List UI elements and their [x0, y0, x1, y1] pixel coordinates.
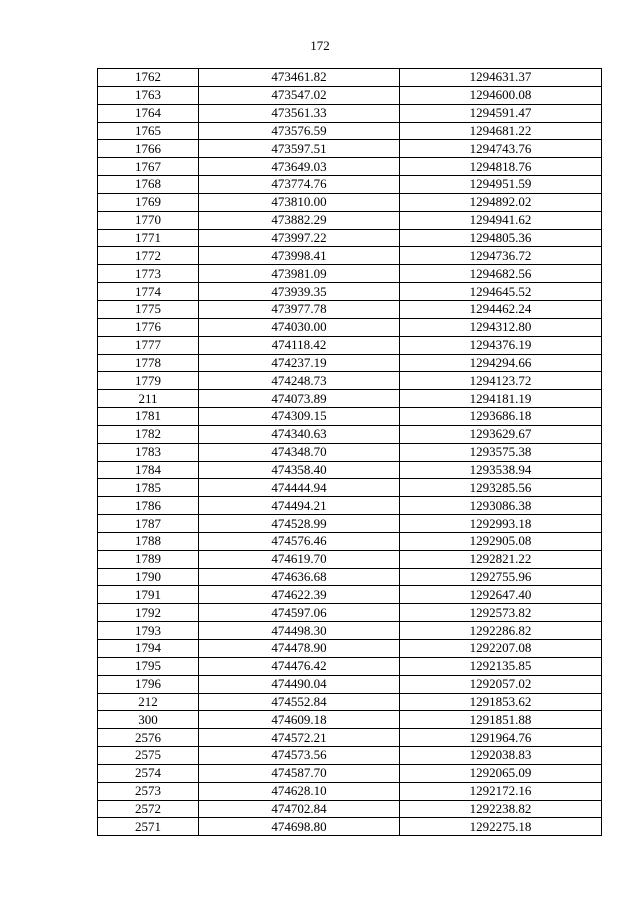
- y-coordinate-cell: 1292993.18: [400, 515, 602, 533]
- point-number-cell: 2571: [98, 818, 199, 836]
- y-coordinate-cell: 1294892.02: [400, 193, 602, 211]
- y-coordinate-cell: 1292821.22: [400, 550, 602, 568]
- table-row: [98, 568, 602, 586]
- table-row: [98, 497, 602, 515]
- y-coordinate-cell: 1294805.36: [400, 229, 602, 247]
- y-coordinate-cell: 1291853.62: [400, 693, 602, 711]
- point-number-cell: 1769: [98, 193, 199, 211]
- table-row: [98, 318, 602, 336]
- point-number-cell: 1787: [98, 515, 199, 533]
- point-number-cell: 1786: [98, 497, 199, 515]
- point-number-cell: 1766: [98, 140, 199, 158]
- page-number: 172: [310, 38, 330, 53]
- y-coordinate-cell: 1294312.80: [400, 318, 602, 336]
- point-number-cell: 1772: [98, 247, 199, 265]
- table-row: [98, 550, 602, 568]
- x-coordinate-cell: 474490.04: [199, 675, 400, 693]
- table-row: [98, 69, 602, 87]
- y-coordinate-cell: 1292755.96: [400, 568, 602, 586]
- point-number-cell: 1783: [98, 443, 199, 461]
- point-number-cell: 1785: [98, 479, 199, 497]
- x-coordinate-cell: 473998.41: [199, 247, 400, 265]
- table-row: [98, 140, 602, 158]
- table-row: [98, 372, 602, 390]
- table-row: [98, 300, 602, 318]
- x-coordinate-cell: 474587.70: [199, 764, 400, 782]
- x-coordinate-cell: 474698.80: [199, 818, 400, 836]
- point-number-cell: 1793: [98, 622, 199, 640]
- y-coordinate-cell: 1294818.76: [400, 158, 602, 176]
- table-row: [98, 729, 602, 747]
- table-row: [98, 675, 602, 693]
- x-coordinate-cell: 473649.03: [199, 158, 400, 176]
- y-coordinate-cell: 1293285.56: [400, 479, 602, 497]
- y-coordinate-cell: 1292905.08: [400, 532, 602, 550]
- y-coordinate-cell: 1294736.72: [400, 247, 602, 265]
- point-number-cell: 1767: [98, 158, 199, 176]
- y-coordinate-cell: 1293686.18: [400, 408, 602, 426]
- table-row: [98, 122, 602, 140]
- point-number-cell: 300: [98, 711, 199, 729]
- y-coordinate-cell: 1293538.94: [400, 461, 602, 479]
- table-row: [98, 265, 602, 283]
- x-coordinate-cell: 474073.89: [199, 390, 400, 408]
- table-row: [98, 818, 602, 836]
- point-number-cell: 2575: [98, 747, 199, 765]
- x-coordinate-cell: 473547.02: [199, 86, 400, 104]
- x-coordinate-cell: 474628.10: [199, 782, 400, 800]
- point-number-cell: 1781: [98, 408, 199, 426]
- table-row: [98, 425, 602, 443]
- x-coordinate-cell: 474358.40: [199, 461, 400, 479]
- point-number-cell: 1773: [98, 265, 199, 283]
- x-coordinate-cell: 474237.19: [199, 354, 400, 372]
- y-coordinate-cell: 1294743.76: [400, 140, 602, 158]
- table-row: [98, 782, 602, 800]
- point-number-cell: 1789: [98, 550, 199, 568]
- x-coordinate-cell: 473576.59: [199, 122, 400, 140]
- table-row: [98, 158, 602, 176]
- table-row: [98, 354, 602, 372]
- y-coordinate-cell: 1292286.82: [400, 622, 602, 640]
- point-number-cell: 1794: [98, 640, 199, 658]
- table-row: [98, 336, 602, 354]
- point-number-cell: 1778: [98, 354, 199, 372]
- coordinates-table-body: [98, 69, 602, 836]
- x-coordinate-cell: 474118.42: [199, 336, 400, 354]
- table-row: [98, 800, 602, 818]
- table-row: [98, 532, 602, 550]
- coordinates-table: [97, 68, 602, 836]
- table-row: [98, 479, 602, 497]
- point-number-cell: 2572: [98, 800, 199, 818]
- x-coordinate-cell: 473461.82: [199, 69, 400, 87]
- y-coordinate-cell: 1292647.40: [400, 586, 602, 604]
- x-coordinate-cell: 474478.90: [199, 640, 400, 658]
- point-number-cell: 1795: [98, 657, 199, 675]
- y-coordinate-cell: 1294294.66: [400, 354, 602, 372]
- x-coordinate-cell: 474476.42: [199, 657, 400, 675]
- table-row: [98, 640, 602, 658]
- x-coordinate-cell: 474248.73: [199, 372, 400, 390]
- y-coordinate-cell: 1292238.82: [400, 800, 602, 818]
- point-number-cell: 1788: [98, 532, 199, 550]
- x-coordinate-cell: 474573.56: [199, 747, 400, 765]
- point-number-cell: 1782: [98, 425, 199, 443]
- table-row: [98, 604, 602, 622]
- y-coordinate-cell: 1294951.59: [400, 176, 602, 194]
- y-coordinate-cell: 1293086.38: [400, 497, 602, 515]
- y-coordinate-cell: 1294123.72: [400, 372, 602, 390]
- y-coordinate-cell: 1294591.47: [400, 104, 602, 122]
- y-coordinate-cell: 1294681.22: [400, 122, 602, 140]
- x-coordinate-cell: 474622.39: [199, 586, 400, 604]
- y-coordinate-cell: 1292065.09: [400, 764, 602, 782]
- table-row: [98, 247, 602, 265]
- x-coordinate-cell: 474340.63: [199, 425, 400, 443]
- x-coordinate-cell: 474528.99: [199, 515, 400, 533]
- x-coordinate-cell: 473882.29: [199, 211, 400, 229]
- point-number-cell: 1784: [98, 461, 199, 479]
- table-row: [98, 176, 602, 194]
- y-coordinate-cell: 1292038.83: [400, 747, 602, 765]
- x-coordinate-cell: 474609.18: [199, 711, 400, 729]
- point-number-cell: 1792: [98, 604, 199, 622]
- x-coordinate-cell: 474444.94: [199, 479, 400, 497]
- point-number-cell: 211: [98, 390, 199, 408]
- x-coordinate-cell: 474619.70: [199, 550, 400, 568]
- x-coordinate-cell: 474636.68: [199, 568, 400, 586]
- table-row: [98, 657, 602, 675]
- point-number-cell: 1779: [98, 372, 199, 390]
- table-row: [98, 747, 602, 765]
- y-coordinate-cell: 1292172.16: [400, 782, 602, 800]
- y-coordinate-cell: 1292057.02: [400, 675, 602, 693]
- table-row: [98, 693, 602, 711]
- y-coordinate-cell: 1294462.24: [400, 300, 602, 318]
- y-coordinate-cell: 1294631.37: [400, 69, 602, 87]
- y-coordinate-cell: 1294682.56: [400, 265, 602, 283]
- table-row: [98, 86, 602, 104]
- y-coordinate-cell: 1292275.18: [400, 818, 602, 836]
- table-row: [98, 443, 602, 461]
- y-coordinate-cell: 1294645.52: [400, 283, 602, 301]
- y-coordinate-cell: 1292573.82: [400, 604, 602, 622]
- point-number-cell: 1771: [98, 229, 199, 247]
- x-coordinate-cell: 473997.22: [199, 229, 400, 247]
- point-number-cell: 1762: [98, 69, 199, 87]
- y-coordinate-cell: 1293575.38: [400, 443, 602, 461]
- x-coordinate-cell: 474702.84: [199, 800, 400, 818]
- x-coordinate-cell: 473939.35: [199, 283, 400, 301]
- table-row: [98, 211, 602, 229]
- y-coordinate-cell: 1293629.67: [400, 425, 602, 443]
- point-number-cell: 1765: [98, 122, 199, 140]
- x-coordinate-cell: 474572.21: [199, 729, 400, 747]
- y-coordinate-cell: 1291964.76: [400, 729, 602, 747]
- x-coordinate-cell: 473774.76: [199, 176, 400, 194]
- table-row: [98, 711, 602, 729]
- y-coordinate-cell: 1292207.08: [400, 640, 602, 658]
- point-number-cell: 1790: [98, 568, 199, 586]
- x-coordinate-cell: 473597.51: [199, 140, 400, 158]
- x-coordinate-cell: 473810.00: [199, 193, 400, 211]
- point-number-cell: 1777: [98, 336, 199, 354]
- table-row: [98, 461, 602, 479]
- y-coordinate-cell: 1294376.19: [400, 336, 602, 354]
- y-coordinate-cell: 1291851.88: [400, 711, 602, 729]
- point-number-cell: 1770: [98, 211, 199, 229]
- x-coordinate-cell: 474348.70: [199, 443, 400, 461]
- point-number-cell: 1768: [98, 176, 199, 194]
- x-coordinate-cell: 474597.06: [199, 604, 400, 622]
- point-number-cell: 1796: [98, 675, 199, 693]
- point-number-cell: 1776: [98, 318, 199, 336]
- table-row: [98, 229, 602, 247]
- point-number-cell: 1791: [98, 586, 199, 604]
- point-number-cell: 1774: [98, 283, 199, 301]
- point-number-cell: 212: [98, 693, 199, 711]
- table-row: [98, 283, 602, 301]
- x-coordinate-cell: 474576.46: [199, 532, 400, 550]
- table-row: [98, 390, 602, 408]
- x-coordinate-cell: 473561.33: [199, 104, 400, 122]
- x-coordinate-cell: 474552.84: [199, 693, 400, 711]
- x-coordinate-cell: 474494.21: [199, 497, 400, 515]
- x-coordinate-cell: 474309.15: [199, 408, 400, 426]
- point-number-cell: 2574: [98, 764, 199, 782]
- y-coordinate-cell: 1294181.19: [400, 390, 602, 408]
- table-row: [98, 104, 602, 122]
- point-number-cell: 2576: [98, 729, 199, 747]
- point-number-cell: 2573: [98, 782, 199, 800]
- x-coordinate-cell: 474030.00: [199, 318, 400, 336]
- point-number-cell: 1775: [98, 300, 199, 318]
- table-row: [98, 515, 602, 533]
- y-coordinate-cell: 1294600.08: [400, 86, 602, 104]
- table-row: [98, 408, 602, 426]
- table-row: [98, 586, 602, 604]
- table-row: [98, 764, 602, 782]
- point-number-cell: 1764: [98, 104, 199, 122]
- x-coordinate-cell: 474498.30: [199, 622, 400, 640]
- x-coordinate-cell: 473981.09: [199, 265, 400, 283]
- y-coordinate-cell: 1294941.62: [400, 211, 602, 229]
- table-row: [98, 622, 602, 640]
- y-coordinate-cell: 1292135.85: [400, 657, 602, 675]
- table-row: [98, 193, 602, 211]
- x-coordinate-cell: 473977.78: [199, 300, 400, 318]
- point-number-cell: 1763: [98, 86, 199, 104]
